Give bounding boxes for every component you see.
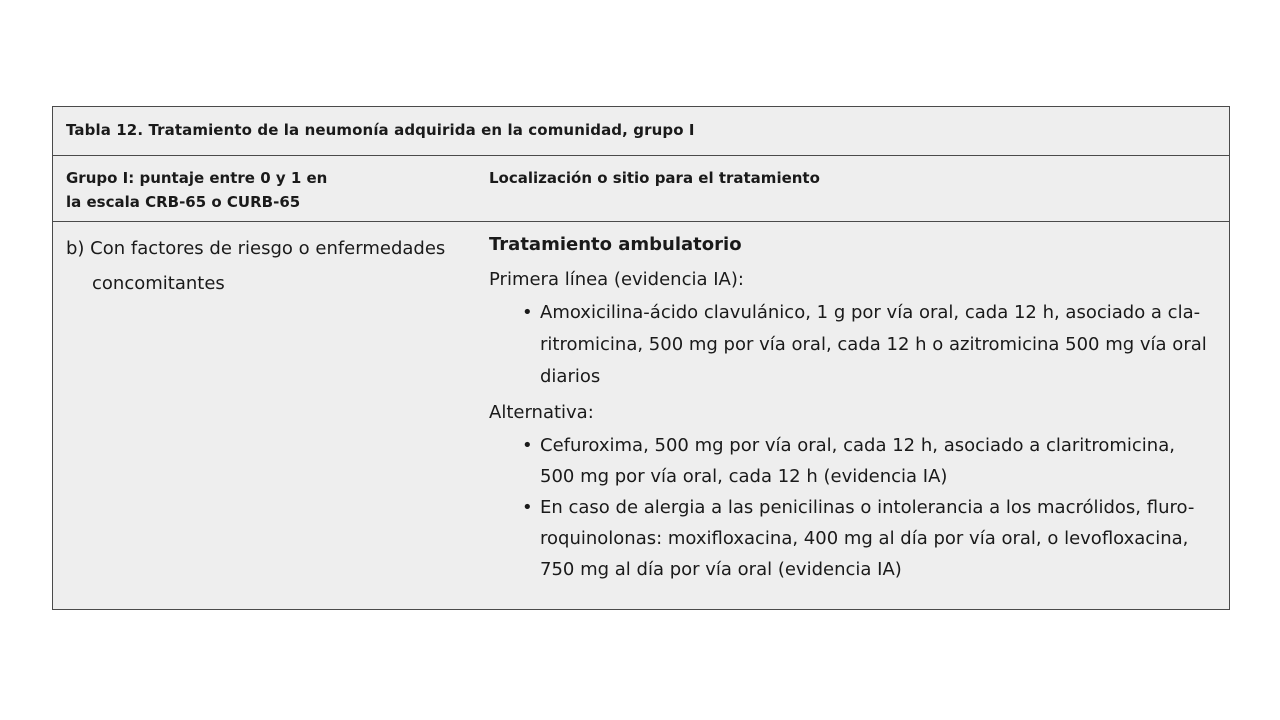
list-item-line: roquinolonas: moxifloxacina, 400 mg al día por vía oral, o levofloxacina,: [540, 528, 1189, 549]
list-item-line: En caso de alergia a las penicilinas o intolerancia a los macrólidos, fluro-: [540, 497, 1195, 518]
first-line-list: [489, 297, 1229, 393]
list-item: [489, 430, 1229, 492]
list-item-line: 500 mg por vía oral, cada 12 h (evidencia IA): [540, 466, 948, 487]
header-group-criteria: [66, 166, 396, 214]
risk-factors-cell: [66, 231, 466, 301]
list-item-line: Cefuroxima, 500 mg por vía oral, cada 12 h, asociado a claritromicina,: [540, 435, 1175, 456]
bullet-icon: •: [522, 497, 533, 518]
risk-factors-line-1: b) Con factores de riesgo o enfermedades: [66, 238, 446, 259]
table-header-row: [53, 156, 1229, 222]
list-item: [489, 297, 1229, 393]
list-item: [489, 492, 1229, 585]
bullet-icon: •: [522, 435, 533, 456]
header-treatment-location: Localización o sitio para el tratamiento: [489, 169, 820, 187]
bullet-icon: •: [522, 302, 533, 323]
treatment-cell: [489, 231, 1229, 585]
first-line-heading: Primera línea (evidencia IA):: [489, 269, 744, 290]
ambulatory-treatment-heading: Tratamiento ambulatorio: [489, 234, 742, 255]
list-item-line: diarios: [540, 366, 601, 387]
table-title: Tabla 12. Tratamiento de la neumonía adquirida en la comunidad, grupo I: [66, 121, 695, 139]
list-item-line: ritromicina, 500 mg por vía oral, cada 12 h o azitromicina 500 mg vía oral: [540, 334, 1207, 355]
list-item-line: Amoxicilina-ácido clavulánico, 1 g por vía oral, cada 12 h, asociado a cla-: [540, 302, 1201, 323]
table-body-row: [53, 222, 1229, 611]
table-title-row: [53, 107, 1229, 156]
treatment-table: [52, 106, 1230, 610]
header-group-line-2: la escala CRB-65 o CURB-65: [66, 193, 301, 211]
alternative-heading: Alternativa:: [489, 402, 594, 423]
alternative-list: [489, 430, 1229, 585]
risk-factors-line-2: concomitantes: [92, 273, 225, 294]
header-group-line-1: Grupo I: puntaje entre 0 y 1 en: [66, 169, 328, 187]
list-item-line: 750 mg al día por vía oral (evidencia IA): [540, 559, 902, 580]
